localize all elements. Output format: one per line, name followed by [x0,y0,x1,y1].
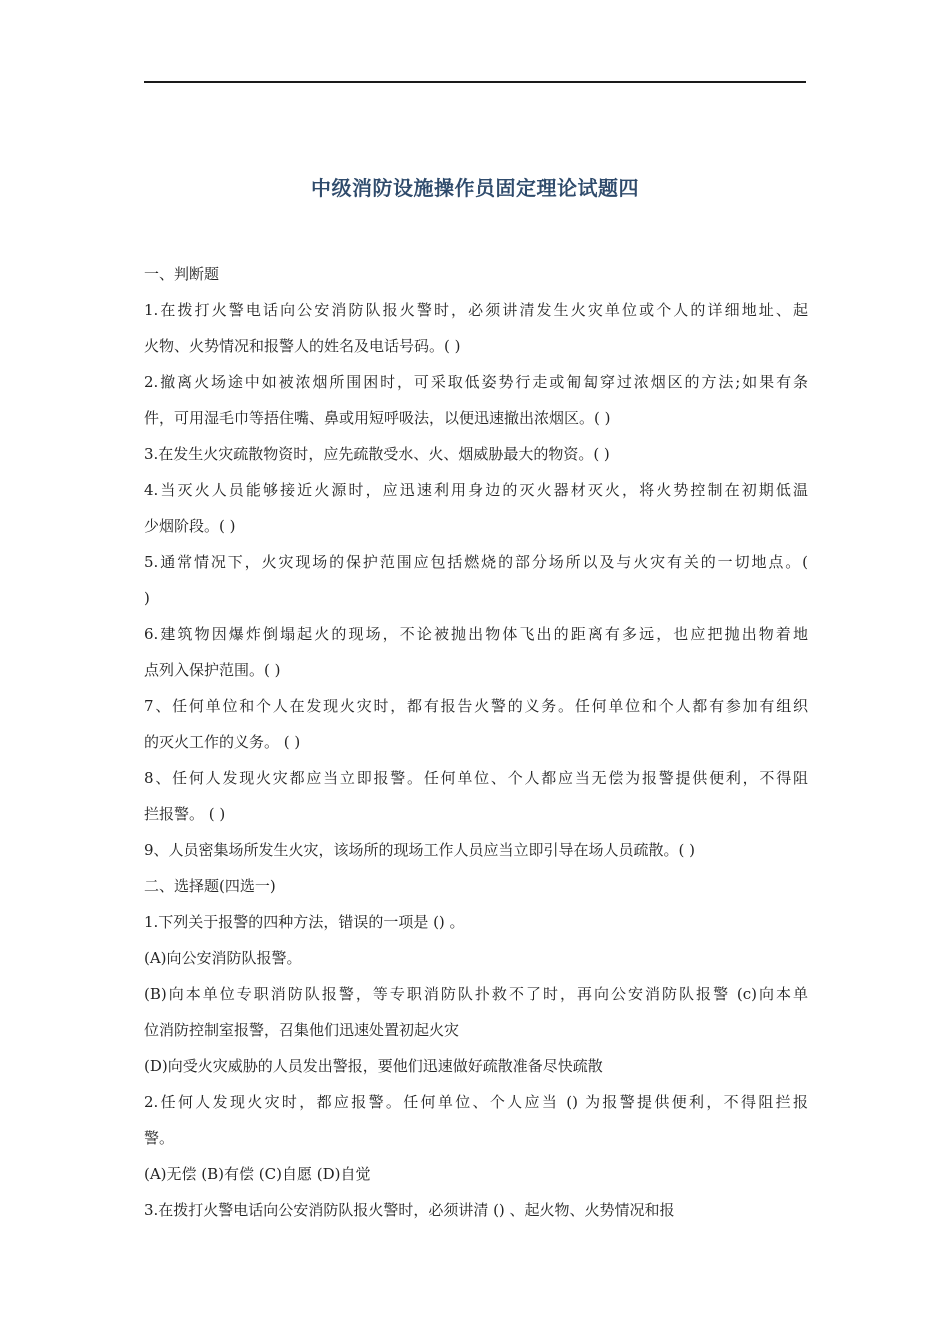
text-line: 9、人员密集场所发生火灾，该场所的现场工作人员应当立即引导在场人员疏散。( ) [144,841,696,859]
text-line: 拦报警。 ( ) [144,805,226,823]
text-line: 4.当灭火人员能够接近火源时，应迅速利用身边的灭火器材灭火，将火势控制在初期低温 [144,481,808,499]
text-line: 3.在发生火灾疏散物资时，应先疏散受水、火、烟威胁最大的物资。( ) [144,445,610,463]
text-line: 1.下列关于报警的四种方法，错误的一项是 () 。 [144,913,465,931]
text-line: 二、选择题(四选一) [144,877,276,895]
text-line: 位消防控制室报警，召集他们迅速处置初起火灾 [144,1021,460,1039]
text-line: 2.撤离火场途中如被浓烟所围困时，可采取低姿势行走或匍匐穿过浓烟区的方法;如果有条 [144,373,808,391]
text-line: 5.通常情况下，火灾现场的保护范围应包括燃烧的部分场所以及与火灾有关的一切地点。( [144,553,808,571]
text-line: 7、任何单位和个人在发现火灾时，都有报告火警的义务。任何单位和个人都有参加有组织 [144,697,808,715]
text-line: 少烟阶段。( ) [144,517,236,535]
text-line: (A)向公安消防队报警。 [144,949,302,967]
text-line: 警。 [144,1129,175,1147]
text-line: 6.建筑物因爆炸倒塌起火的现场，不论被抛出物体飞出的距离有多远，也应把抛出物着地 [144,625,808,643]
text-line: 3.在拨打火警电话向公安消防队报火警时，必须讲清 () 、起火物、火势情况和报 [144,1201,675,1219]
text-line: (B)向本单位专职消防队报警，等专职消防队扑救不了时，再向公安消防队报警 (c)向本单 [144,985,808,1003]
text-line: ) [144,589,150,607]
text-line: 件，可用湿毛巾等捂住嘴、鼻或用短呼吸法，以便迅速撤出浓烟区。( ) [144,409,611,427]
text-line: 一、判断题 [144,265,220,283]
page-title: 中级消防设施操作员固定理论试题四 [311,176,639,200]
text-line: (A)无偿 (B)有偿 (C)自愿 (D)自觉 [144,1165,371,1183]
text-line: 2.任何人发现火灾时，都应报警。任何单位、个人应当 () 为报警提供便利，不得阻拦报 [144,1093,808,1111]
text-line: 8、任何人发现火灾都应当立即报警。任何单位、个人都应当无偿为报警提供便利，不得阻 [144,769,808,787]
text-line: (D)向受火灾威胁的人员发出警报，要他们迅速做好疏散准备尽快疏散 [144,1057,603,1075]
header-rule [144,81,806,83]
document-body [144,256,808,1228]
text-line: 火物、火势情况和报警人的姓名及电话号码。( ) [144,337,461,355]
text-line: 点列入保护范围。( ) [144,661,281,679]
text-line: 的灭火工作的义务。 ( ) [144,733,301,751]
text-line: 1.在拨打火警电话向公安消防队报火警时，必须讲清发生火灾单位或个人的详细地址、起 [144,301,808,319]
